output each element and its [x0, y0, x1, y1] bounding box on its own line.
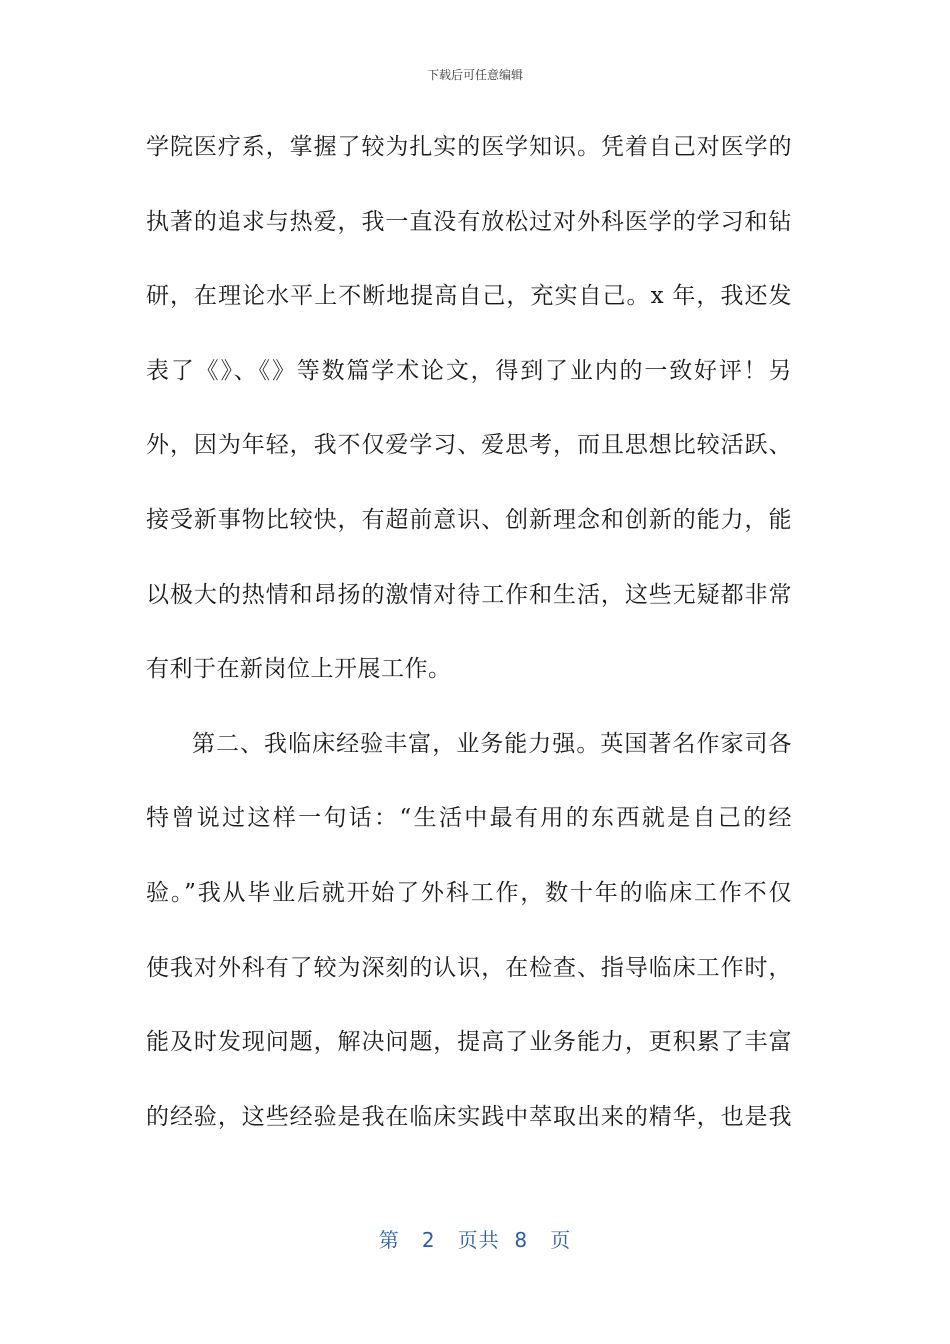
footer-current-page: 2 [421, 1228, 436, 1252]
footer-suffix: 页 [550, 1228, 572, 1252]
page-header: 下载后可任意编辑 [426, 68, 523, 82]
footer-total-pages: 8 [514, 1228, 529, 1252]
document-body [146, 110, 792, 1154]
text-line: 以极大的热情和昂扬的激情对待工作和生活，这些无疑都非常 [146, 581, 792, 608]
text-line: 研，在理论水平上不断地提高自己，充实自己。x 年，我还发 [146, 283, 792, 310]
text-line: 外，因为年轻，我不仅爱学习、爱思考，而且思想比较活跃、 [146, 432, 792, 459]
text-line: 学院医疗系，掌握了较为扎实的医学知识。凭着自己对医学的 [146, 134, 792, 160]
page-footer [0, 1224, 950, 1253]
text-line: 能及时发现问题，解决问题，提高了业务能力，更积累了丰富 [146, 1029, 792, 1056]
text-line: 接受新事物比较快，有超前意识、创新理念和创新的能力，能 [146, 506, 792, 533]
text-line: 特曾说过这样一句话：“生活中最有用的东西就是自己的经 [146, 805, 792, 832]
text-line: 表了《》、《》等数篇学术论文，得到了业内的一致好评！另 [146, 357, 792, 384]
text-line: 执著的追求与热爱，我一直没有放松过对外科医学的学习和钻 [146, 208, 792, 235]
footer-middle: 页共 [457, 1228, 500, 1252]
paragraph-first-line: 第二、我临床经验丰富，业务能力强。英国著名作家司各 [192, 730, 792, 757]
text-line: 使我对外科有了较为深刻的认识，在检查、指导临床工作时， [146, 954, 792, 981]
footer-prefix: 第 [378, 1228, 400, 1252]
text-line: 的经验，这些经验是我在临床实践中萃取出来的精华，也是我 [146, 1103, 792, 1130]
text-line: 验。”我从毕业后就开始了外科工作，数十年的临床工作不仅 [146, 879, 792, 906]
text-line: 有利于在新岗位上开展工作。 [146, 656, 452, 683]
